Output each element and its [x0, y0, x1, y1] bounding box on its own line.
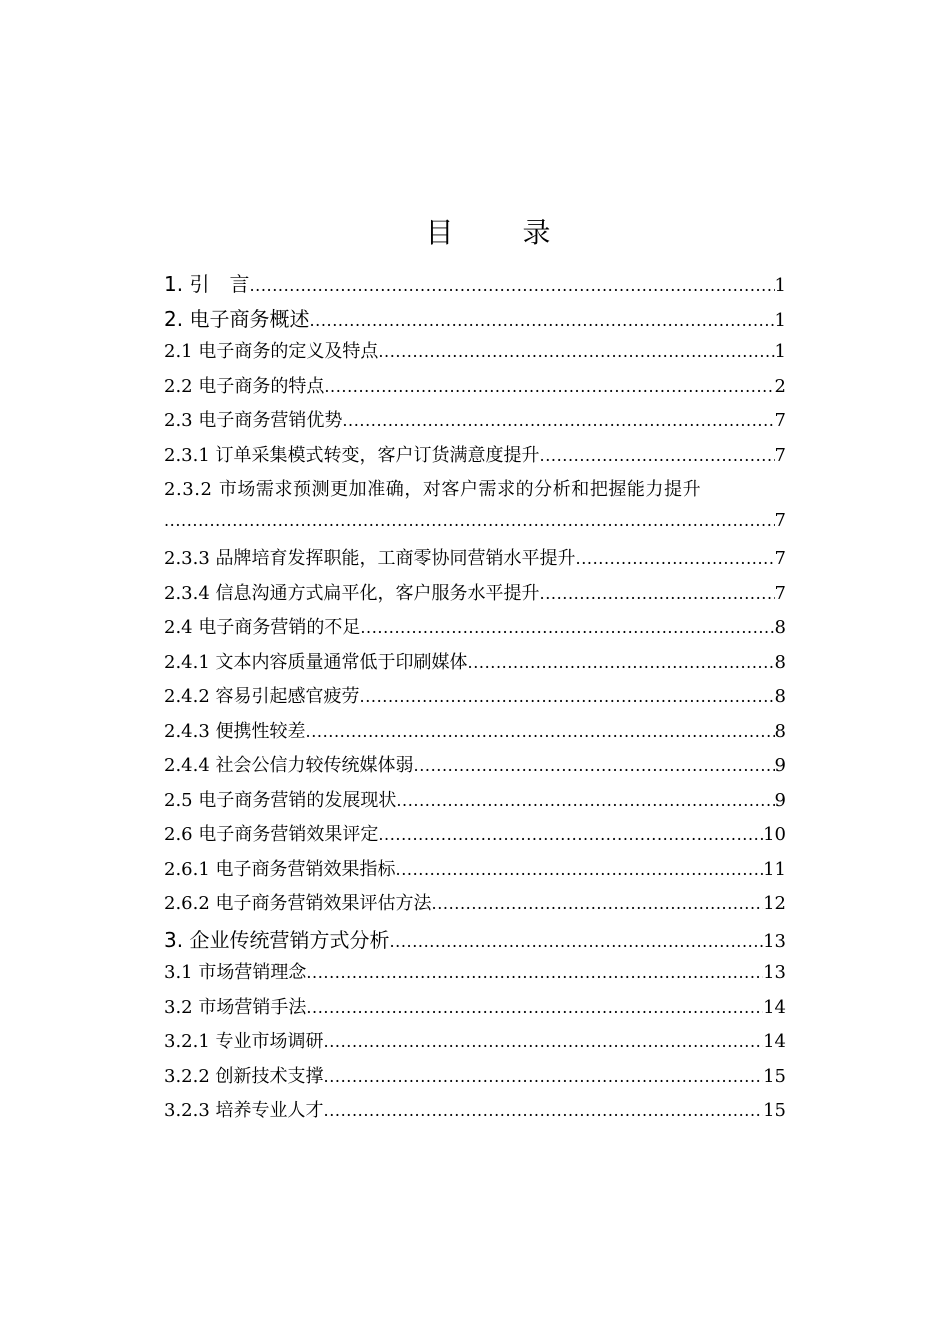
- toc-leader-dots: [540, 584, 775, 603]
- toc-entry[interactable]: [164, 682, 786, 717]
- toc-entry-page: 8: [774, 720, 786, 742]
- toc-entry[interactable]: [164, 717, 786, 752]
- toc-entry[interactable]: [164, 372, 786, 407]
- toc-leader-dots: [389, 932, 763, 951]
- toc-entry-title: 2.4.2 容易引起感官疲劳: [164, 686, 360, 707]
- toc-entry-page: 7: [774, 410, 786, 431]
- toc-entry-title: 2.3.4 信息沟通方式扁平化，客户服务水平提升: [164, 582, 540, 604]
- toc-entry-page: 7: [774, 444, 786, 466]
- toc-leader-dots: [540, 446, 775, 465]
- toc-leader-dots: [432, 894, 764, 913]
- toc-leader-dots: [378, 342, 774, 361]
- toc-leader-dots: [378, 825, 763, 844]
- toc-entry-title: 3.2.1 专业市场调研: [164, 1031, 324, 1052]
- toc-entry[interactable]: [164, 303, 786, 338]
- toc-leader-dots: [249, 276, 774, 295]
- toc-entry-page: 14: [763, 1031, 786, 1052]
- toc-entry-page: 9: [774, 789, 786, 811]
- toc-entry-page: 1: [774, 309, 786, 331]
- toc-entry-page: 11: [763, 858, 786, 880]
- toc-entry[interactable]: [164, 268, 786, 303]
- toc-leader-dots: [324, 1032, 764, 1051]
- toc-leader-dots: [164, 511, 775, 530]
- toc-entry-title: 3.2.2 创新技术支撑: [164, 1065, 324, 1087]
- toc-entry-continuation[interactable]: [164, 510, 786, 545]
- toc-entry[interactable]: [164, 924, 786, 959]
- toc-entry-title: 2.3.1 订单采集模式转变，客户订货满意度提升: [164, 444, 540, 466]
- toc-entry[interactable]: [164, 337, 786, 372]
- toc-entry-title: 2.4 电子商务营销的不足: [164, 617, 361, 638]
- toc-entry[interactable]: [164, 855, 786, 890]
- toc-leader-dots: [360, 618, 774, 637]
- toc-entry[interactable]: [164, 751, 786, 786]
- toc-leader-dots: [306, 722, 775, 741]
- toc-entry-title: 3.2 市场营销手法: [164, 996, 307, 1018]
- toc-entry-page: 2: [774, 375, 786, 397]
- toc-entry-title: 2.4.1 文本内容质量通常低于印刷媒体: [164, 651, 468, 673]
- toc-leader-dots: [309, 311, 774, 330]
- toc-entry[interactable]: [164, 613, 786, 648]
- toc-leader-dots: [414, 756, 775, 775]
- toc-entry-page: 10: [763, 824, 786, 845]
- toc-entry-page: 8: [774, 686, 786, 707]
- toc-entry-title: 2.1 电子商务的定义及特点: [164, 341, 379, 362]
- toc-leader-dots: [324, 377, 774, 396]
- toc-leader-dots: [342, 411, 774, 430]
- toc-entry-title: 3.2.3 培养专业人才: [164, 1100, 324, 1121]
- toc-entry-page: 15: [763, 1065, 786, 1087]
- toc-entry[interactable]: [164, 1027, 786, 1062]
- toc-entry-page: 15: [763, 1100, 786, 1121]
- toc-entry[interactable]: [164, 786, 786, 821]
- toc-entry-page: 1: [774, 275, 786, 296]
- toc-entry[interactable]: [164, 579, 786, 614]
- toc-entry[interactable]: [164, 475, 786, 510]
- toc-entry-title: 2.2 电子商务的特点: [164, 375, 325, 397]
- toc-leader-dots: [396, 860, 764, 879]
- toc-entry-page: 12: [763, 893, 786, 914]
- toc-entry[interactable]: [164, 406, 786, 441]
- toc-title: 目 录: [425, 216, 581, 249]
- toc-entry-title: 2. 电子商务概述: [164, 306, 310, 331]
- toc-entry[interactable]: [164, 820, 786, 855]
- toc-leader-dots: [324, 1067, 764, 1086]
- toc-leader-dots: [360, 687, 775, 706]
- toc-leader-dots: [324, 1101, 764, 1120]
- toc-entry-page: 8: [774, 617, 786, 638]
- toc-leader-dots: [306, 998, 763, 1017]
- table-of-contents: [164, 268, 786, 1131]
- toc-entry-page: 1: [774, 341, 786, 362]
- toc-entry-title: 1. 引 言: [164, 272, 250, 296]
- toc-entry[interactable]: [164, 648, 786, 683]
- toc-entry-title: 2.3 电子商务营销优势: [164, 410, 343, 431]
- toc-leader-dots: [396, 791, 774, 810]
- toc-entry[interactable]: [164, 993, 786, 1028]
- toc-entry-page: 7: [774, 582, 786, 604]
- toc-leader-dots: [576, 549, 775, 568]
- toc-entry[interactable]: [164, 441, 786, 476]
- toc-entry-page: 13: [763, 930, 786, 952]
- toc-entry-title: 2.4.3 便携性较差: [164, 720, 306, 742]
- toc-leader-dots: [306, 963, 763, 982]
- toc-entry-title: 2.4.4 社会公信力较传统媒体弱: [164, 755, 414, 776]
- toc-entry-title: 2.3.3 品牌培育发挥职能，工商零协同营销水平提升: [164, 548, 576, 569]
- toc-entry[interactable]: [164, 1062, 786, 1097]
- toc-leader-dots: [468, 653, 775, 672]
- toc-entry[interactable]: [164, 889, 786, 924]
- toc-entry-title: 3. 企业传统营销方式分析: [164, 927, 390, 952]
- toc-entry-title: 2.6 电子商务营销效果评定: [164, 824, 379, 845]
- toc-entry-page: 7: [774, 509, 786, 531]
- toc-entry-title: 3.1 市场营销理念: [164, 962, 307, 983]
- toc-entry-title: 2.3.2 市场需求预测更加准确，对客户需求的分析和把握能力提升: [164, 479, 702, 500]
- toc-entry-page: 14: [763, 996, 786, 1018]
- toc-entry-page: 7: [774, 548, 786, 569]
- toc-entry[interactable]: [164, 544, 786, 579]
- toc-entry-title: 2.5 电子商务营销的发展现状: [164, 789, 397, 811]
- toc-entry-page: 8: [774, 651, 786, 673]
- toc-entry-title: 2.6.2 电子商务营销效果评估方法: [164, 893, 432, 914]
- toc-entry[interactable]: [164, 958, 786, 993]
- toc-entry-page: 9: [774, 755, 786, 776]
- toc-entry[interactable]: [164, 1096, 786, 1131]
- toc-entry-page: 13: [763, 962, 786, 983]
- toc-entry-title: 2.6.1 电子商务营销效果指标: [164, 858, 396, 880]
